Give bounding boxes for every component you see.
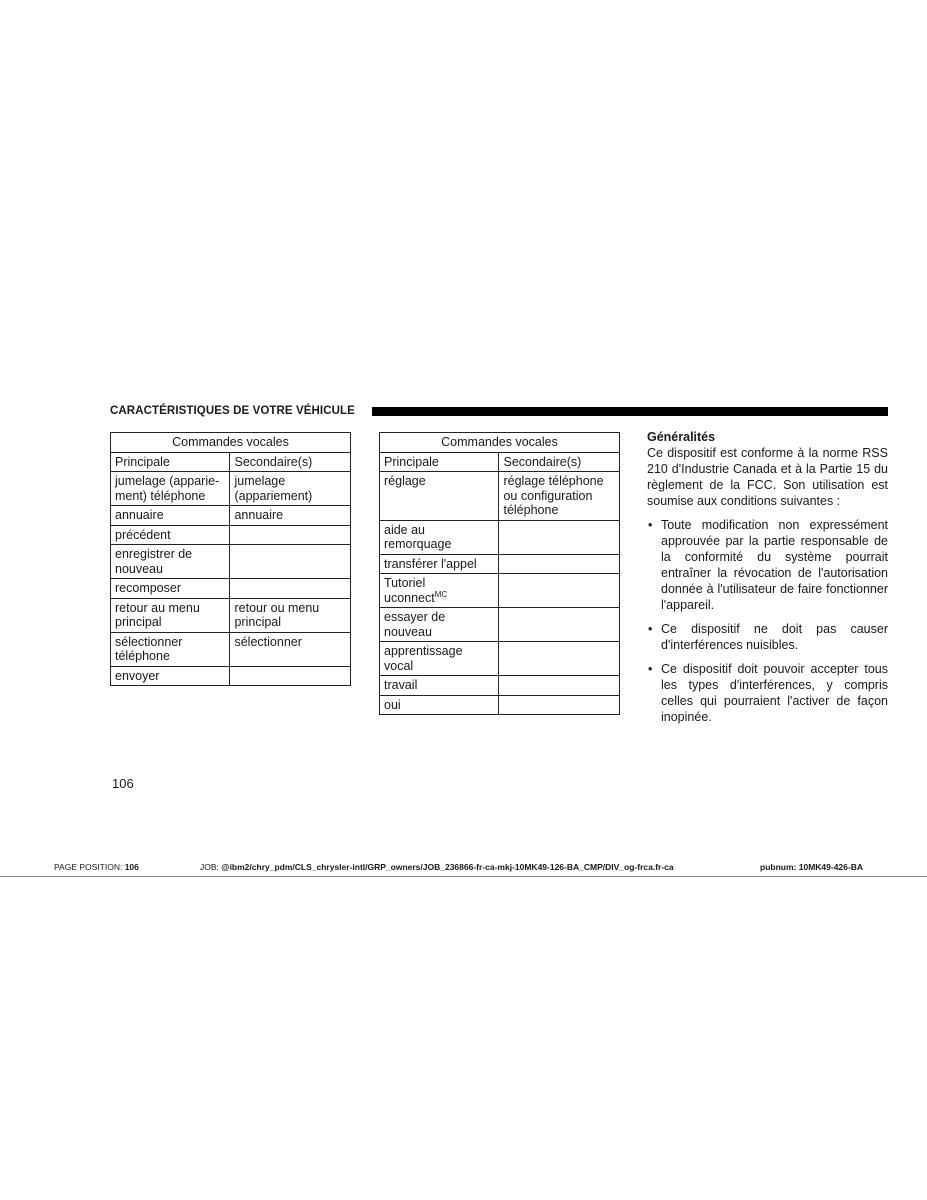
cell-secondary [499, 695, 620, 715]
cell-secondary [230, 472, 351, 506]
table-row [111, 472, 351, 506]
cell-secondary [499, 642, 620, 676]
cell-text: aide au remorquage [384, 522, 452, 551]
cell-primary [111, 545, 230, 579]
cell-text: précédent [115, 527, 171, 542]
cell-primary [380, 574, 499, 608]
bullet-icon: • [648, 662, 653, 676]
cell-primary [380, 642, 499, 676]
cell-secondary [499, 472, 620, 521]
footer-pubnum-value: 10MK49-426-BA [798, 862, 863, 872]
cell-secondary [230, 506, 351, 526]
cell-primary [380, 695, 499, 715]
table-row [111, 579, 351, 599]
footer-rule [0, 876, 927, 877]
bullet-icon: • [648, 622, 653, 636]
voice-commands-table-left [110, 432, 351, 686]
list-item [647, 621, 888, 653]
cell-text: réglage [384, 474, 426, 488]
cell-text: retour au menu principal [115, 600, 200, 629]
table-row [380, 695, 620, 715]
cell-secondary [230, 666, 351, 686]
table-row [380, 676, 620, 696]
cell-text: apprentissage vocal [384, 644, 463, 673]
table-body [111, 472, 351, 686]
footer-page-position [54, 862, 139, 872]
table-body [380, 472, 620, 715]
section-title-bar [372, 407, 888, 416]
general-bullet-list [647, 517, 888, 725]
cell-secondary [230, 598, 351, 632]
cell-text: Tutoriel uconnect [384, 576, 435, 605]
table-row [380, 642, 620, 676]
cell-text: annuaire [234, 508, 284, 522]
footer-pubnum-label: pubnum: [760, 862, 797, 872]
cell-text: essayer de nouveau [384, 610, 446, 639]
general-intro: Ce dispositif est conforme à la norme RSS 210 d'Industrie Canada et à la Partie 15 du règlement de la FCC. Son utilisation est soumise aux conditions suivantes : [647, 446, 888, 508]
cell-text: jumelage (appariement) [234, 474, 313, 503]
bullet-icon: • [648, 518, 653, 532]
footer-pubnum [760, 862, 863, 872]
print-footer [0, 862, 927, 876]
cell-text: oui [384, 697, 401, 712]
column-header-secondary: Secondaire(s) [230, 452, 351, 472]
footer-job [200, 862, 674, 872]
cell-primary [380, 608, 499, 642]
cell-primary [111, 579, 230, 599]
cell-text: enregistrer de nouveau [115, 547, 193, 576]
cell-primary [380, 676, 499, 696]
general-section [647, 430, 888, 733]
cell-text: envoyer [115, 668, 160, 683]
cell-primary [380, 520, 499, 554]
cell-text: sélectionner téléphone [115, 634, 183, 663]
table-row [111, 506, 351, 526]
footer-job-label: JOB: [200, 862, 219, 872]
table-row [380, 554, 620, 574]
table-row [111, 598, 351, 632]
cell-text: sélectionner [234, 634, 302, 649]
cell-text: annuaire [115, 508, 164, 522]
cell-secondary [230, 525, 351, 545]
cell-primary [111, 632, 230, 666]
cell-secondary [499, 676, 620, 696]
cell-text: travail [384, 678, 418, 692]
section-title: CARACTÉRISTIQUES DE VOTRE VÉHICULE [110, 405, 355, 417]
bullet-text: Toute modification non expressément approuvée par la partie responsable de la conformité du système pourrait entraîner la révocation de l'autorisation donnée à l'utilisateur de faire fonctionner l'appareil. [661, 518, 888, 612]
table-row [380, 608, 620, 642]
cell-text: jumelage (apparie- ment) téléphone [115, 474, 220, 503]
table-row [380, 574, 620, 608]
table-row [380, 472, 620, 521]
cell-secondary [499, 574, 620, 608]
cell-secondary [499, 608, 620, 642]
voice-commands-table-right [379, 432, 620, 715]
table-row [380, 520, 620, 554]
cell-secondary [230, 579, 351, 599]
cell-secondary [230, 545, 351, 579]
footer-job-value: @ibm2/chry_pdm/CLS_chrysler-intl/GRP_owners/JOB_236866-fr-ca-mkj-10MK49-126-BA_CMP/DIV_og-frca.fr-ca [221, 862, 674, 872]
general-heading: Généralités [647, 430, 716, 444]
table-caption: Commandes vocales [111, 433, 351, 453]
cell-secondary [499, 554, 620, 574]
cell-secondary [230, 632, 351, 666]
cell-primary [380, 472, 499, 521]
cell-text: transférer l'appel [384, 556, 477, 571]
bullet-text: Ce dispositif doit pouvoir accepter tous les types d'interférences, y compris celles qui pourraient l'activer de façon inopinée. [661, 662, 888, 724]
cell-text: recomposer [115, 581, 181, 595]
column-header-primary: Principale [111, 452, 230, 472]
trademark-superscript: MC [434, 589, 448, 599]
cell-primary [111, 525, 230, 545]
list-item [647, 517, 888, 613]
table-row [111, 545, 351, 579]
table-row [111, 525, 351, 545]
cell-text: réglage téléphone ou configuration téléphone [503, 474, 604, 517]
table-row [111, 666, 351, 686]
cell-primary [111, 506, 230, 526]
column-header-primary: Principale [380, 452, 499, 472]
cell-primary [380, 554, 499, 574]
bullet-text: Ce dispositif ne doit pas causer d'interférences nuisibles. [661, 622, 888, 652]
cell-text: retour ou menu principal [234, 600, 320, 629]
column-header-secondary: Secondaire(s) [499, 452, 620, 472]
footer-position-value: 106 [124, 862, 139, 872]
list-item [647, 661, 888, 725]
cell-secondary [499, 520, 620, 554]
table-caption: Commandes vocales [380, 433, 620, 453]
cell-primary [111, 472, 230, 506]
table-row [111, 632, 351, 666]
page-number: 106 [112, 776, 134, 791]
footer-position-label: PAGE POSITION: [54, 862, 123, 872]
cell-primary [111, 598, 230, 632]
cell-primary [111, 666, 230, 686]
